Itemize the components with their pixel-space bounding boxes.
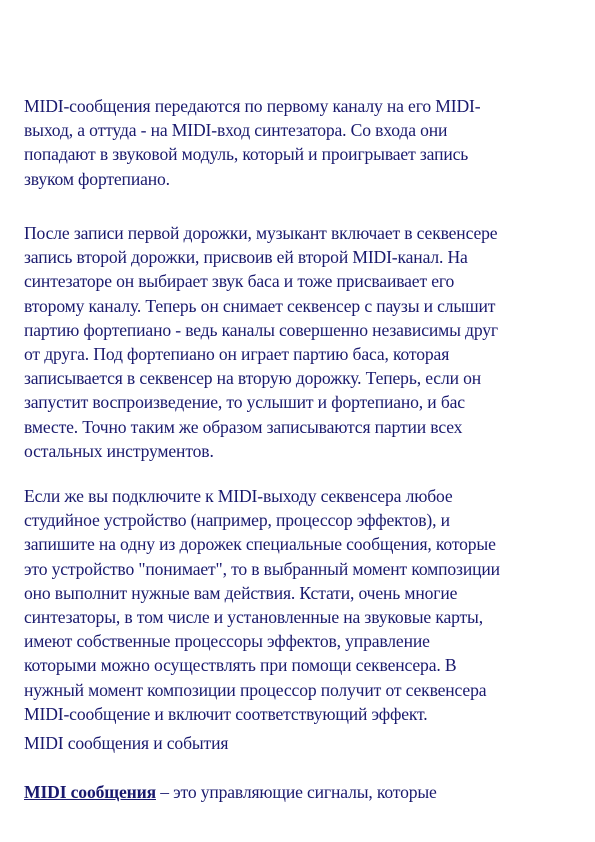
text-line: После записи первой дорожки, музыкант включает в секвенсере <box>24 223 498 243</box>
text-line: звуком фортепиано. <box>24 168 170 189</box>
paragraph-effects-processor <box>24 484 584 726</box>
text-line: второму каналу. Теперь он снимает секвенсер с паузы и слышит <box>24 295 496 316</box>
text-line: выход, а оттуда - на MIDI-вход синтезатора. Со входа они <box>24 120 448 141</box>
text-line: оно выполнит нужные вам действия. Кстати, очень многие <box>24 582 458 603</box>
text-line: запишите на одну из дорожек специальные сообщения, которые <box>24 534 496 555</box>
text-line: студийное устройство (например, процессор эффектов), и <box>24 510 450 531</box>
text-line: от друга. Под фортепиано он играет партию баса, которая <box>24 344 450 365</box>
defined-term: MIDI сообщения <box>24 782 156 802</box>
text-line: запустит воспроизведение, то услышит и фортепиано, и бас <box>24 392 465 413</box>
text-line: синтезаторы, в том числе и установленные на звуковые карты, <box>24 607 483 628</box>
text-line: синтезаторе он выбирает звук баса и тоже присваивает его <box>24 271 455 292</box>
paragraph-midi-messages-definition <box>24 780 584 804</box>
text-line: партию фортепиано - ведь каналы совершенно независимы друг <box>24 319 498 340</box>
text-line: имеют собственные процессоры эффектов, управление <box>24 631 430 652</box>
text-line <box>24 780 584 804</box>
text-line: попадают в звуковой модуль, который и проигрывает запись <box>24 144 469 165</box>
text-line: записывается в секвенсер на вторую дорожку. Теперь, если он <box>24 368 482 389</box>
section-heading-text: MIDI сообщения и события <box>24 733 229 753</box>
text-line: Если же вы подключите к MIDI-выходу секвенсера любое <box>24 486 453 506</box>
section-heading <box>24 731 584 755</box>
paragraph-midi-output <box>24 94 584 191</box>
text-line: запись второй дорожки, присвоив ей второй MIDI-канал. На <box>24 247 468 268</box>
text-line: это устройство "понимает", то в выбранный момент композиции <box>24 558 500 579</box>
text-line: которыми можно осуществлять при помощи секвенсера. В <box>24 655 457 676</box>
text-line: нужный момент композиции процессор получит от секвенсера <box>24 679 487 700</box>
text-line: MIDI-сообщение и включит соответствующий эффект. <box>24 703 428 724</box>
text-line: вместе. Точно таким же образом записываются партии всех <box>24 416 463 437</box>
text-line: MIDI-сообщения передаются по первому каналу на его MIDI- <box>24 96 481 116</box>
paragraph-second-track <box>24 221 584 463</box>
definition-text: – это управляющие сигналы, которые <box>155 782 437 802</box>
text-line: остальных инструментов. <box>24 440 214 461</box>
